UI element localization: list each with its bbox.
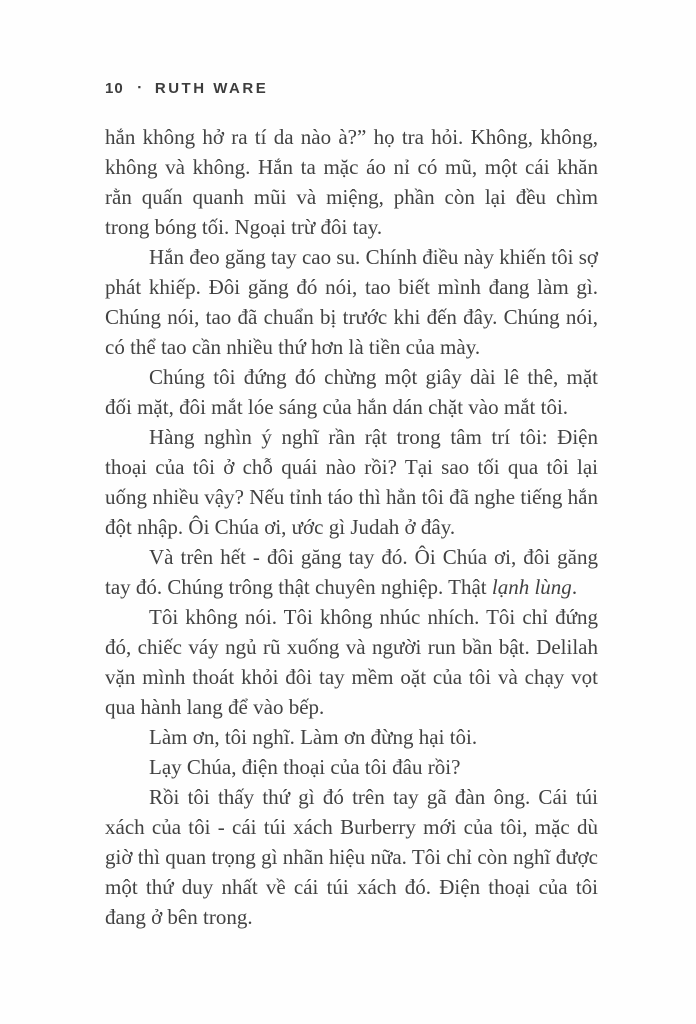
paragraph: Làm ơn, tôi nghĩ. Làm ơn đừng hại tôi.	[149, 725, 478, 749]
author-name: RUTH WARE	[154, 80, 269, 97]
paragraph: Hàng nghìn ý nghĩ rần rật trong tâm trí tôi: Điện thoại của tôi ở chỗ quái nào rồi? Tại sao tối qua tôi lại uống nhiều vậy? Nếu tỉnh táo thì hẳn tôi đã nghe tiếng hắn đột nhập. Ôi Chúa ơi, ước gì Judah ở đây.	[105, 425, 598, 539]
paragraph: Lạy Chúa, điện thoại của tôi đâu rồi?	[149, 755, 461, 779]
paragraph-text: .	[571, 575, 578, 599]
body-text	[105, 122, 598, 932]
paragraph: Hắn đeo găng tay cao su. Chính điều này khiến tôi sợ phát khiếp. Đôi găng đó nói, tao biết mình đang làm gì. Chúng nói, tao đã chuẩn bị trước khi đến đây. Chúng nói, có thể tao cần nhiều thứ hơn là tiền của mày.	[105, 245, 598, 359]
paragraph	[105, 542, 598, 602]
paragraph-italic-text: lạnh lùng	[491, 575, 572, 599]
paragraph: Tôi không nói. Tôi không nhúc nhích. Tôi chỉ đứng đó, chiếc váy ngủ rũ xuống và người run bần bật. Delilah vặn mình thoát khỏi đôi tay mềm oặt của tôi và chạy vọt qua hành lang để vào bếp.	[105, 605, 598, 719]
paragraph: hắn không hở ra tí da nào à?” họ tra hỏi. Không, không, không và không. Hắn ta mặc áo nỉ có mũ, một cái khăn rằn quấn quanh mũi và miệng, phần còn lại đều chìm trong bóng tối. Ngoại trừ đôi tay.	[105, 125, 598, 239]
square-bullet-icon: ▪	[137, 82, 141, 92]
paragraph-text: Và trên hết - đôi găng tay đó. Ôi Chúa ơi, đôi găng tay đó. Chúng trông thật chuyên nghiệp. Thật	[105, 545, 598, 599]
page-number: 10	[105, 80, 124, 97]
paragraph: Rồi tôi thấy thứ gì đó trên tay gã đàn ông. Cái túi xách của tôi - cái túi xách Burberry mới của tôi, mặc dù giờ thì quan trọng gì nhãn hiệu nữa. Tôi chỉ còn nghĩ được một thứ duy nhất về cái túi xách đó. Điện thoại của tôi đang ở bên trong.	[105, 785, 598, 929]
paragraph: Chúng tôi đứng đó chừng một giây dài lê thê, mặt đối mặt, đôi mắt lóe sáng của hắn dán chặt vào mắt tôi.	[105, 365, 598, 419]
running-header	[105, 80, 268, 97]
